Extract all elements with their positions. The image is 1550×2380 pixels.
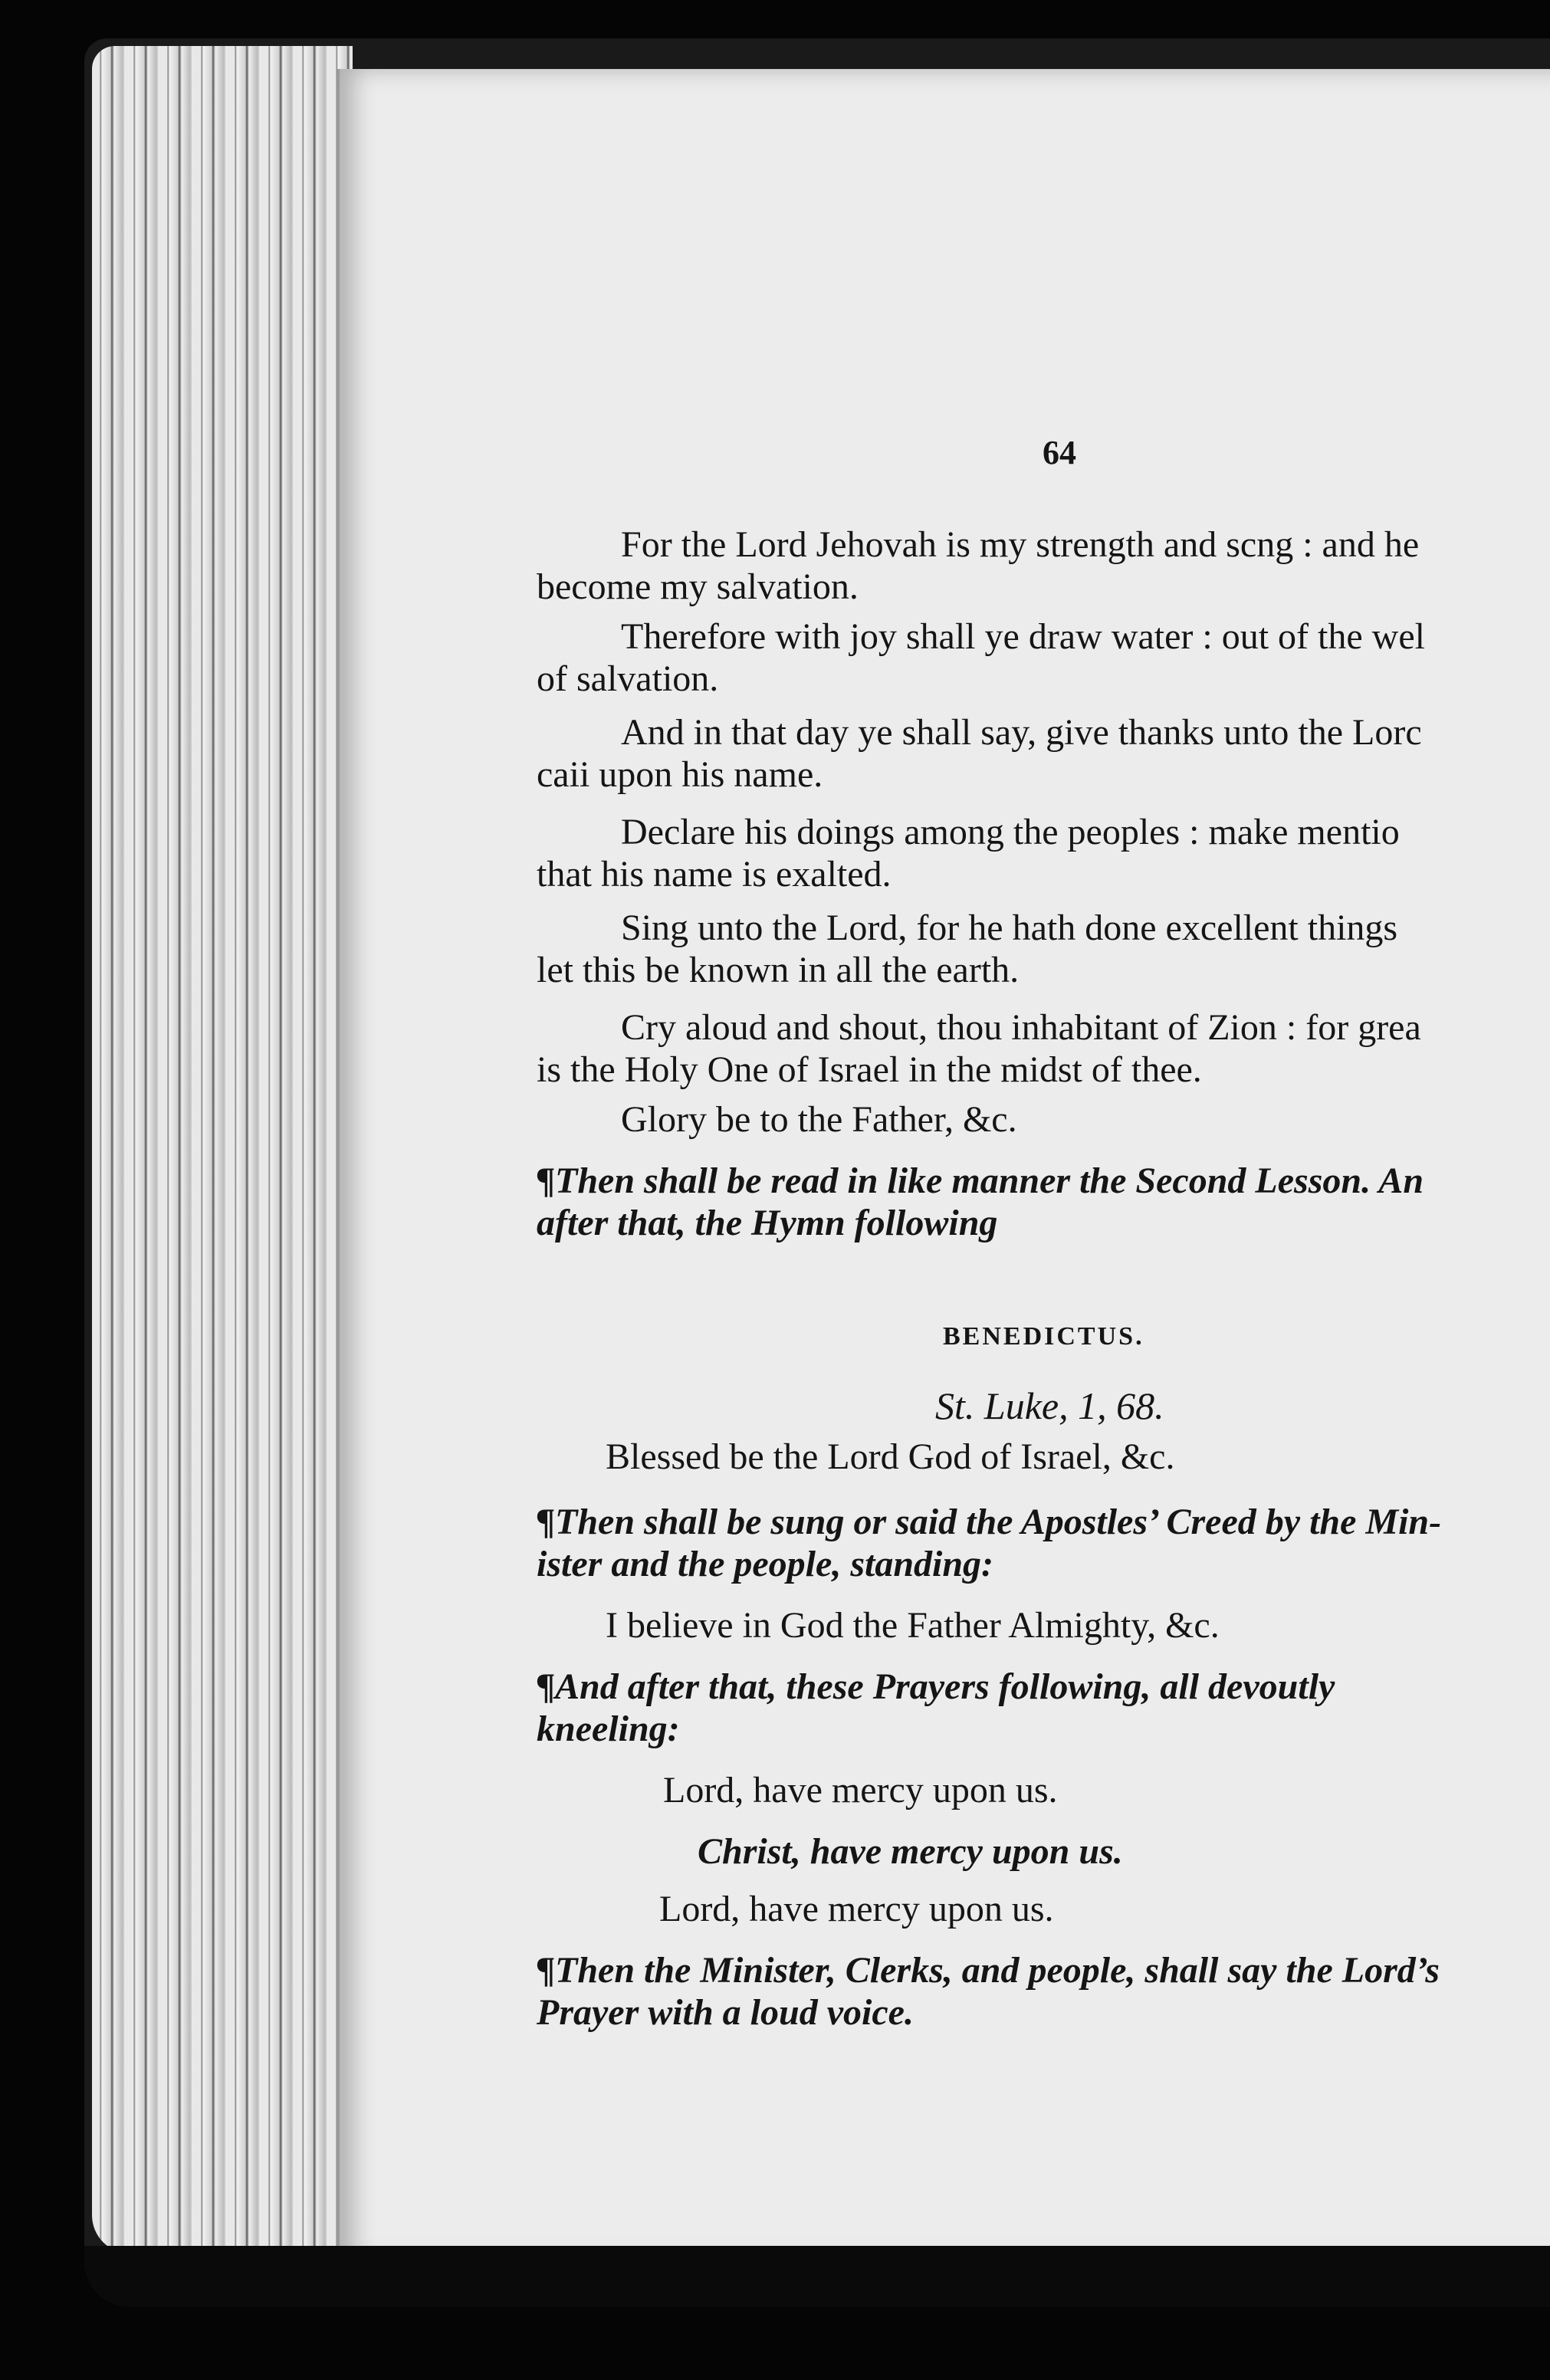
versicle-line: Lord, have mercy upon us.	[663, 1770, 1058, 1810]
verse-line: And in that day ye shall say, give thanks unto the Lorc	[621, 712, 1422, 753]
page-edges	[92, 46, 353, 2254]
verse-line: Cry aloud and shout, thou inhabitant of Zion : for grea	[621, 1007, 1421, 1048]
rubric-line: kneeling:	[537, 1709, 680, 1749]
book-bottom-edge	[84, 2246, 1550, 2307]
response-line: Christ, have mercy upon us.	[698, 1831, 1123, 1872]
verse-line: become my salvation.	[537, 566, 859, 607]
rubric-line: Prayer with a loud voice.	[537, 1992, 914, 2033]
gloria-line: Glory be to the Father, &c.	[621, 1099, 1017, 1140]
verse-line: is the Holy One of Israel in the midst of thee.	[537, 1049, 1202, 1090]
verse-line: caii upon his name.	[537, 754, 823, 795]
creed-line: I believe in God the Father Almighty, &c.	[606, 1605, 1220, 1646]
verse-line: Declare his doings among the peoples : make mentio	[621, 812, 1400, 852]
verse-line: let this be known in all the earth.	[537, 950, 1020, 990]
page-number: 64	[1043, 434, 1076, 471]
rubric-line: ¶Then shall be sung or said the Apostles’ Creed by the Min-	[537, 1502, 1442, 1542]
verse-line: that his name is exalted.	[537, 854, 892, 895]
rubric-line: after that, the Hymn following	[537, 1203, 998, 1243]
rubric-line: ¶Then the Minister, Clerks, and people, shall say the Lord’s	[537, 1950, 1440, 1991]
rubric-line: ¶Then shall be read in like manner the Second Lesson. An	[537, 1160, 1424, 1201]
versicle-line: Lord, have mercy upon us.	[659, 1889, 1054, 1929]
verse-line: Therefore with joy shall ye draw water : out of the wel	[621, 616, 1425, 657]
rubric-line: ¶And after that, these Prayers following, all devoutly	[537, 1666, 1335, 1707]
verse-line: For the Lord Jehovah is my strength and scng : and he	[621, 524, 1420, 565]
verse-line: Sing unto the Lord, for he hath done excellent things	[621, 908, 1398, 948]
rubric-line: ister and the people, standing:	[537, 1544, 994, 1584]
section-heading: BENEDICTUS.	[943, 1322, 1144, 1351]
verse-line: of salvation.	[537, 658, 719, 699]
scripture-reference: St. Luke, 1, 68.	[935, 1384, 1164, 1427]
benedictus-line: Blessed be the Lord God of Israel, &c.	[606, 1436, 1175, 1477]
